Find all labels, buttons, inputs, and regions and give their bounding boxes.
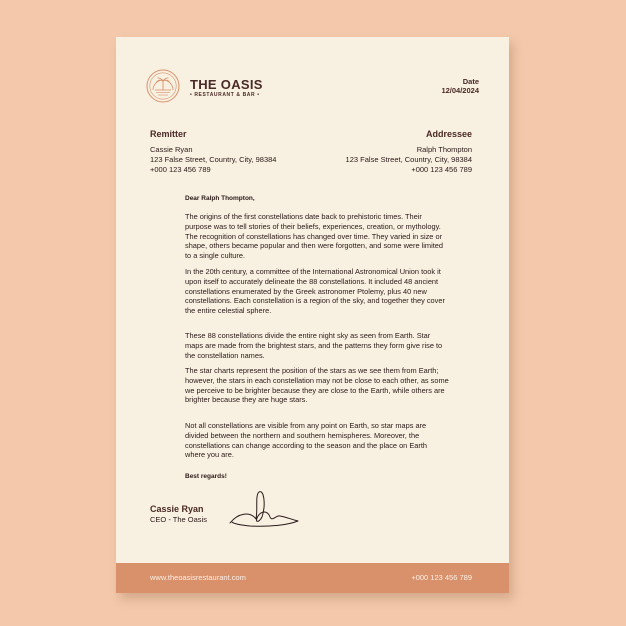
letter-paragraph: The star charts represent the position of the stars as we see them from Earth; however, the stars in each constellation may not be close to each other, as some we perceive to be brighter because they are close to the Earth, while others are brighter because they are huge stars. bbox=[185, 366, 449, 405]
remitter-address: 123 False Street, Country, City, 98384 bbox=[150, 155, 277, 164]
addressee-address: 123 False Street, Country, City, 98384 bbox=[345, 155, 472, 164]
remitter-name: Cassie Ryan bbox=[150, 145, 193, 154]
addressee-heading: Addressee bbox=[425, 129, 472, 139]
addressee-name: Ralph Thompton bbox=[416, 145, 472, 154]
brand-tagline: • RESTAURANT & BAR • bbox=[190, 92, 260, 98]
letterhead-page bbox=[116, 37, 509, 593]
signatory-name: Cassie Ryan bbox=[150, 504, 204, 514]
letter-paragraph: Not all constellations are visible from any point on Earth, so star maps are divided between the northern and southern hemispheres. Moreover, the constellations can change according to the season and the place on Earth where you are. bbox=[185, 421, 428, 460]
addressee-phone: +000 123 456 789 bbox=[411, 165, 472, 174]
remitter-heading: Remitter bbox=[150, 129, 187, 139]
date-label: Date bbox=[462, 77, 479, 86]
letter-closing: Best regards! bbox=[185, 473, 227, 480]
date-value: 12/04/2024 bbox=[441, 86, 479, 95]
footer-bar bbox=[116, 563, 509, 593]
footer-website-link[interactable]: www.theoasisrestaurant.com bbox=[150, 573, 246, 582]
letter-paragraph: These 88 constellations divide the entire night sky as seen from Earth. Star maps are made from the brightest stars, and the patterns they form give rise to the constellation names. bbox=[185, 331, 443, 360]
footer-phone: +000 123 456 789 bbox=[411, 573, 472, 582]
letter-salutation: Dear Ralph Thompton, bbox=[185, 195, 255, 202]
remitter-phone: +000 123 456 789 bbox=[150, 165, 211, 174]
letter-paragraph: In the 20th century, a committee of the International Astronomical Union took it upon itself to accurately delineate the 88 constellations. It included 48 ancient constellations enumerated by the Greek astronomer Ptolemy, plus 40 new constellations. Each constellation is a region of the sky, and together they cover the entire celestial sphere. bbox=[185, 267, 445, 316]
letter-paragraph: The origins of the first constellations date back to prehistoric times. Their purpose was to tell stories of their beliefs, experiences, creation, or mythology. The recognition of constellations has changed over time. They varied in size or shape, others became popular and then were forgotten, and some were limited to a single culture. bbox=[185, 212, 444, 261]
handwritten-signature-icon bbox=[228, 489, 303, 531]
palm-sun-emblem-icon bbox=[146, 69, 180, 103]
signatory-role: CEO - The Oasis bbox=[150, 515, 207, 524]
brand-name: THE OASIS bbox=[190, 77, 263, 92]
